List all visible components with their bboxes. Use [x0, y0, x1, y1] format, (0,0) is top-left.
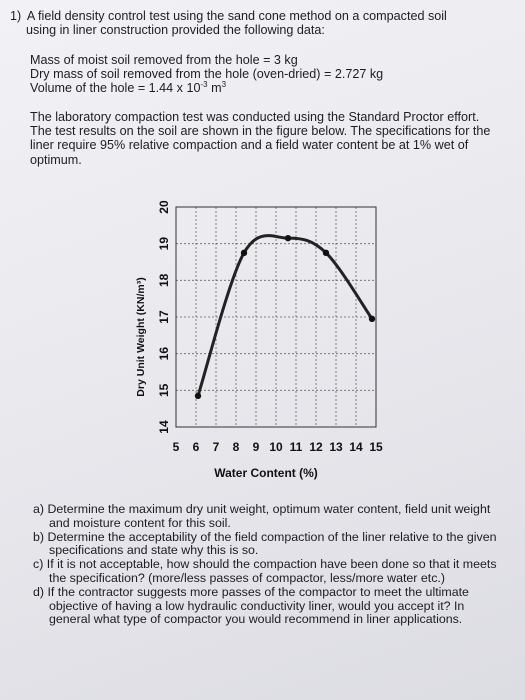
x-tick-label: 6	[192, 440, 200, 454]
x-tick-label: 5	[172, 440, 180, 454]
compaction-curve	[198, 236, 372, 396]
problem-intro-line1: A field density control test using the sand cone method on a compacted soil	[26, 9, 447, 23]
chart-ticks	[157, 200, 383, 454]
question-b: b) Determine the acceptability of the field compaction of the liner relative to the given specifications and state why this is so.	[33, 529, 497, 558]
data-point	[195, 393, 201, 399]
y-tick-label: 14	[157, 420, 171, 434]
x-tick-label: 8	[232, 440, 240, 454]
y-tick-label: 16	[157, 346, 171, 361]
x-tick-label: 14	[349, 440, 363, 454]
volume-text: Volume of the hole = 1.44 x 10	[30, 81, 201, 96]
dry-mass-line: Dry mass of soil removed from the hole (oven-dried) = 2.727 kg	[30, 67, 384, 82]
data-point	[285, 235, 291, 241]
data-point	[323, 250, 329, 256]
volume-exponent: -3	[200, 80, 208, 90]
y-axis-label: Dry Unit Weight (KN/m³)	[135, 277, 147, 397]
y-tick-label: 20	[157, 200, 171, 214]
question-a: a) Determine the maximum dry unit weight, optimum water content, field unit weight and moisture content for this soil.	[33, 502, 491, 530]
volume-unit-exponent: 3	[221, 80, 227, 90]
data-point	[241, 250, 247, 256]
x-tick-label: 7	[212, 440, 220, 454]
y-tick-label: 18	[157, 273, 171, 288]
y-tick-label: 19	[157, 236, 171, 251]
x-tick-label: 10	[269, 440, 283, 454]
volume-line	[30, 81, 500, 95]
question-d: d) If the contractor suggests more passes of the compactor to meet the ultimate objective of having a low hydraulic conductivity liner, would you accept it? In general what type of compactor you would recommend in liner applications.	[33, 584, 469, 627]
volume-unit: m	[207, 81, 222, 96]
problem-number: 1)	[10, 9, 22, 23]
questions	[33, 503, 503, 627]
x-axis-label: Water Content (%)	[214, 466, 318, 480]
chart-grid	[176, 207, 376, 427]
problem-intro-line2: using in liner construction provided the following data:	[26, 23, 325, 38]
problem-intro	[10, 9, 510, 37]
x-tick-label: 15	[369, 440, 383, 454]
given-data	[30, 53, 500, 96]
question-c: c) If it is not acceptable, how should the compaction have been done so that it meets the specification? (more/less passes of compactor, less/more water etc.)	[33, 557, 497, 585]
lab-test-paragraph: The laboratory compaction test was conducted using the Standard Proctor effort. The test results on the soil are shown in the figure below. The specifications for the liner require 95% relative compaction and a field water content be at 1% wet of optimum.	[30, 110, 491, 167]
moist-mass-line: Mass of moist soil removed from the hole = 3 kg	[30, 53, 298, 67]
x-tick-label: 12	[309, 440, 323, 454]
x-tick-label: 13	[329, 440, 343, 454]
x-tick-label: 9	[252, 440, 260, 454]
y-tick-label: 17	[157, 310, 171, 324]
compaction-chart	[130, 185, 420, 485]
data-point	[369, 316, 375, 322]
y-tick-label: 15	[157, 383, 171, 398]
x-tick-label: 11	[289, 440, 303, 454]
